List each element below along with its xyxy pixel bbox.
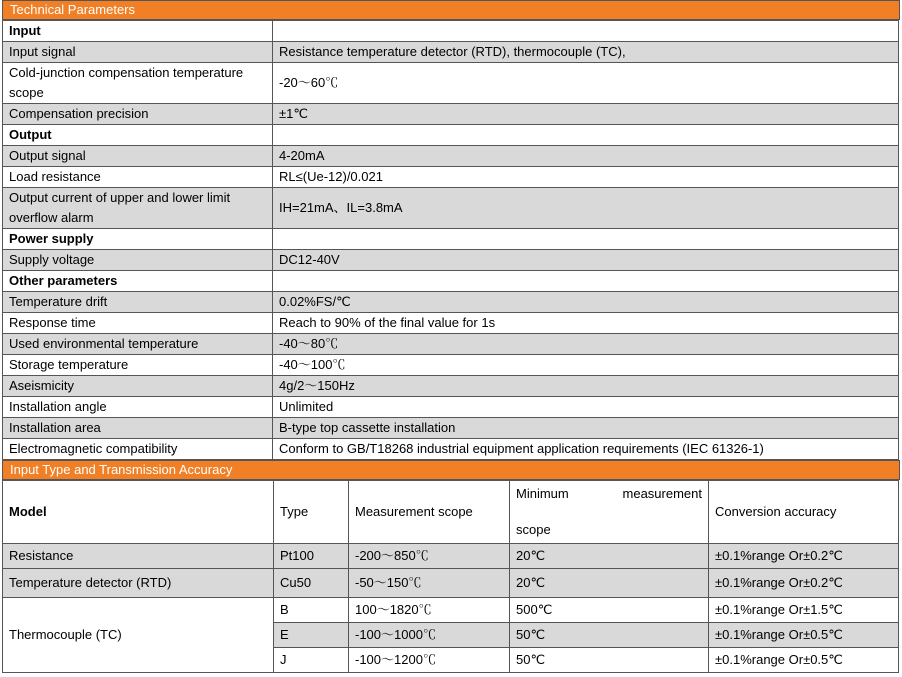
table-row [3,569,899,598]
col-min-word1: Minimum [516,486,569,501]
table-row [3,104,899,125]
col-min-word2: measurement [622,486,702,501]
param-label: Load resistance [3,167,273,188]
table-row [3,42,899,63]
param-value [273,125,899,146]
param-value: -40～100℃ [273,355,899,376]
table-row [3,250,899,271]
param-label: Temperature drift [3,292,273,313]
accuracy-table [2,480,899,673]
section-title: Power supply [3,229,273,250]
cell-type: Pt100 [274,544,349,569]
table-row [3,376,899,397]
param-value [273,21,899,42]
param-value: Conform to GB/T18268 industrial equipment application requirements (IEC 61326-1) [273,439,899,460]
section-title: Output [3,125,273,146]
table-row [3,292,899,313]
table-row [3,439,899,460]
cell-scope: -200～850℃ [349,544,510,569]
table-row [3,313,899,334]
section-row [3,21,899,42]
cell-model: Temperature detector (RTD) [3,569,274,598]
param-label: Supply voltage [3,250,273,271]
cell-model-thermocouple: Thermocouple (TC) [3,598,274,673]
col-type: Type [274,481,349,544]
cell-min-scope: 20℃ [510,544,709,569]
cell-conversion: ±0.1%range Or±0.2℃ [709,544,899,569]
section-title: Other parameters [3,271,273,292]
param-label: Cold-junction compensation temperature scope [3,63,273,104]
param-label: Installation area [3,418,273,439]
cell-conversion: ±0.1%range Or±0.2℃ [709,569,899,598]
param-label: Compensation precision [3,104,273,125]
table-row [3,544,899,569]
cell-min-scope: 500℃ [510,598,709,623]
cell-min-scope: 50℃ [510,648,709,673]
param-label: Used environmental temperature [3,334,273,355]
accuracy-header: Input Type and Transmission Accuracy [2,460,900,480]
param-value [273,271,899,292]
col-conversion-accuracy: Conversion accuracy [709,481,899,544]
param-value: -20～60℃ [273,63,899,104]
param-value: ±1℃ [273,104,899,125]
param-value: B-type top cassette installation [273,418,899,439]
table-row [3,146,899,167]
cell-conversion: ±0.1%range Or±0.5℃ [709,648,899,673]
section-row [3,271,899,292]
param-value: 0.02%FS/℃ [273,292,899,313]
param-value: RL≤(Ue-12)/0.021 [273,167,899,188]
param-value: DC12-40V [273,250,899,271]
table-row [3,334,899,355]
param-label: Response time [3,313,273,334]
param-label: Output signal [3,146,273,167]
section-row [3,229,899,250]
cell-type: E [274,623,349,648]
table-row [3,598,899,623]
param-label: Input signal [3,42,273,63]
spec-sheet [2,0,900,673]
param-value: Resistance temperature detector (RTD), thermocouple (TC), [273,42,899,63]
param-value: -40～80℃ [273,334,899,355]
col-minimum-scope [510,481,709,544]
technical-parameters-header: Technical Parameters [2,0,900,20]
cell-type: J [274,648,349,673]
section-title: Input [3,21,273,42]
param-value [273,229,899,250]
accuracy-header-row [3,481,899,544]
section-row [3,125,899,146]
cell-type: B [274,598,349,623]
param-value: Reach to 90% of the final value for 1s [273,313,899,334]
table-row [3,188,899,229]
cell-conversion: ±0.1%range Or±0.5℃ [709,623,899,648]
param-value: IH=21mA、IL=3.8mA [273,188,899,229]
cell-scope: -100～1200℃ [349,648,510,673]
col-model: Model [3,481,274,544]
param-label: Aseismicity [3,376,273,397]
cell-min-scope: 20℃ [510,569,709,598]
technical-parameters-table [2,20,899,460]
table-row [3,167,899,188]
col-min-word3: scope [516,522,551,537]
cell-scope: -100～1000℃ [349,623,510,648]
cell-scope: -50～150℃ [349,569,510,598]
cell-conversion: ±0.1%range Or±1.5℃ [709,598,899,623]
col-measurement-scope: Measurement scope [349,481,510,544]
cell-model: Resistance [3,544,274,569]
table-row [3,63,899,104]
param-label: Electromagnetic compatibility [3,439,273,460]
table-row [3,355,899,376]
table-row [3,418,899,439]
cell-type: Cu50 [274,569,349,598]
param-label: Output current of upper and lower limit overflow alarm [3,188,273,229]
cell-min-scope: 50℃ [510,623,709,648]
param-value: 4g/2～150Hz [273,376,899,397]
param-label: Installation angle [3,397,273,418]
cell-scope: 100～1820℃ [349,598,510,623]
param-value: 4-20mA [273,146,899,167]
param-label: Storage temperature [3,355,273,376]
table-row [3,397,899,418]
param-value: Unlimited [273,397,899,418]
